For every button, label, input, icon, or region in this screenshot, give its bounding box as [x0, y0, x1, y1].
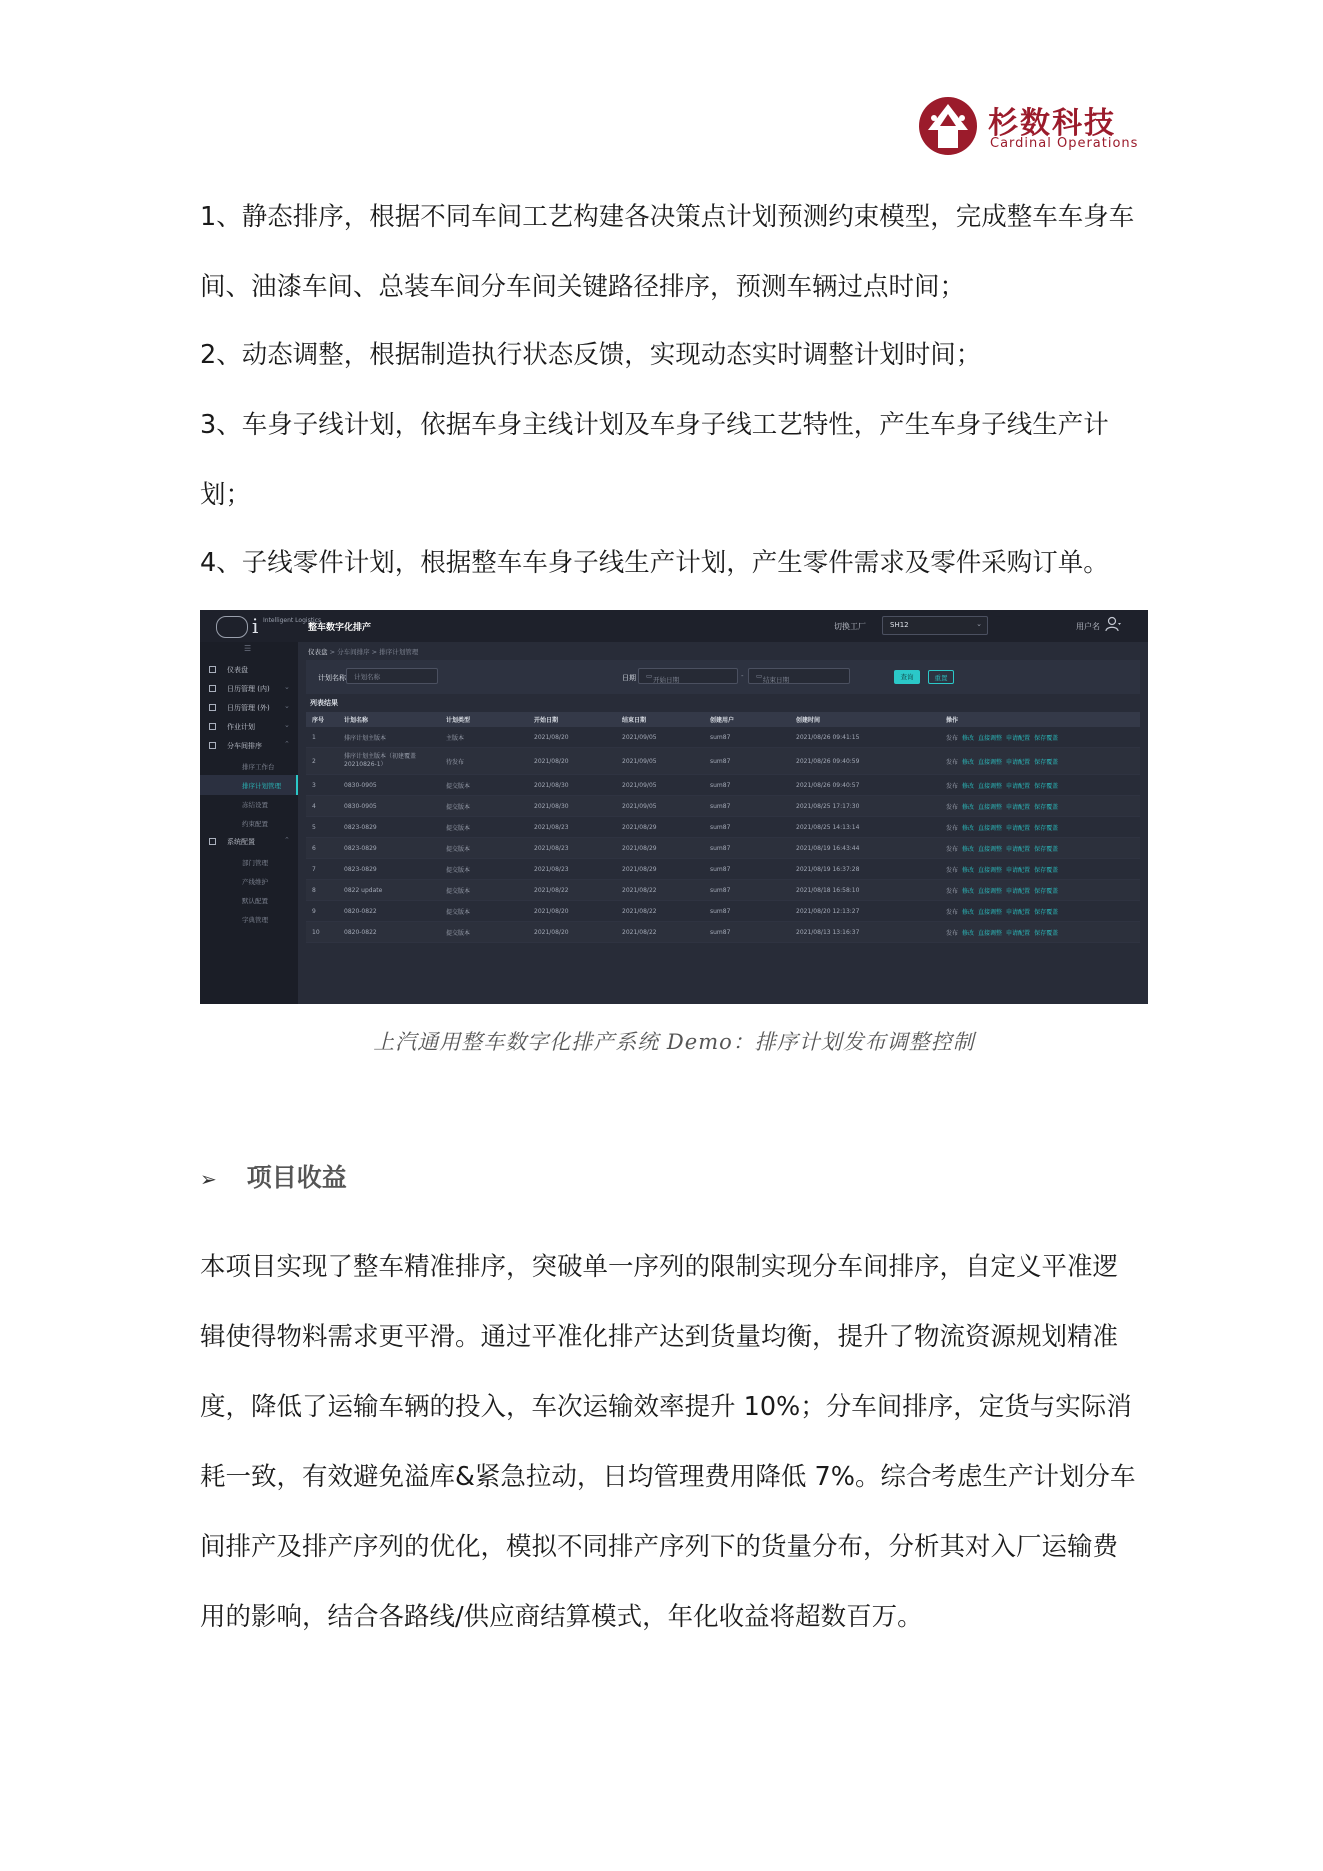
paragraph-1: 1、静态排序，根据不同车间工艺构建各决策点计划预测约束模型，完成整车车身车间、油漆车间、总装车间分车间关键路径排序，预测车辆过点时间；	[200, 202, 1135, 302]
table-cell: 提交版本	[440, 880, 528, 901]
row-action-link[interactable]: 修改	[962, 929, 975, 937]
plan-name-placeholder: 计划名称	[354, 673, 380, 681]
reset-button[interactable]: 重置	[928, 670, 954, 684]
row-action-link[interactable]: 保存覆盖	[1034, 908, 1059, 916]
table-row	[306, 901, 1140, 922]
table-header: 创建时间	[790, 712, 940, 727]
sidebar-item-label: 仪表盘	[227, 666, 248, 674]
table-cell: 2021/08/18 16:58:10	[790, 880, 940, 901]
table-cell-actions	[940, 748, 1140, 775]
table-cell: 0820-0822	[338, 901, 440, 922]
sidebar-subitem-sort-plan[interactable]	[200, 775, 298, 795]
row-action-link[interactable]: 保存覆盖	[1034, 845, 1059, 853]
table-cell: 2021/08/19 16:43:44	[790, 838, 940, 859]
table-cell: sum87	[704, 922, 790, 943]
breadcrumb	[308, 647, 418, 656]
table-cell: sum87	[704, 727, 790, 748]
breadcrumb-separator: >	[329, 648, 338, 656]
row-action-link[interactable]: 直接调整	[978, 845, 1003, 853]
sidebar-subitem-label: 冻结设置	[242, 801, 268, 809]
table-row	[306, 838, 1140, 859]
row-action-link[interactable]: 直接调整	[978, 782, 1003, 790]
table-header: 结束日期	[616, 712, 704, 727]
logo-name-cn: 杉数科技	[988, 106, 1116, 141]
arrow-bullet-icon: ➢	[200, 1167, 217, 1191]
table-cell: 2021/08/29	[616, 817, 704, 838]
sidebar-subitem-label: 默认配置	[242, 897, 268, 905]
sidebar-subitem-label: 约束配置	[242, 820, 268, 828]
sidebar-item-calendar-internal[interactable]	[200, 679, 298, 699]
factory-value: SH12	[890, 621, 909, 629]
table-cell: 提交版本	[440, 922, 528, 943]
row-action-link[interactable]: 发布	[946, 845, 959, 853]
date-range-dash: -	[741, 672, 744, 680]
logo-name-en: Cardinal Operations	[990, 136, 1139, 151]
table-row	[306, 880, 1140, 901]
sidebar-subitem-label: 排序计划管理	[242, 782, 281, 790]
table-row	[306, 922, 1140, 943]
table-cell: 0830-0905	[338, 796, 440, 817]
table-cell: 排序计划主版本（初建覆盖 20210826-1）	[338, 748, 440, 775]
logo-mark-icon	[918, 96, 978, 156]
breadcrumb-item[interactable]: 仪表盘	[308, 648, 328, 656]
row-action-link[interactable]: 申请配置	[1006, 824, 1031, 832]
row-action-link[interactable]: 保存覆盖	[1034, 803, 1059, 811]
row-action-link[interactable]: 发布	[946, 782, 959, 790]
table-cell: 2021/08/23	[528, 859, 616, 880]
table-row	[306, 748, 1140, 775]
row-action-link[interactable]: 申请配置	[1006, 803, 1031, 811]
sidebar-item-label: 日历管理 (内)	[227, 685, 270, 693]
row-action-link[interactable]: 直接调整	[978, 734, 1003, 742]
table-cell-actions	[940, 817, 1140, 838]
table-cell: 10	[306, 922, 338, 943]
table-cell: sum87	[704, 859, 790, 880]
table-cell: 2021/09/05	[616, 775, 704, 796]
table-cell: sum87	[704, 775, 790, 796]
table-cell: 7	[306, 859, 338, 880]
benefit-paragraph: 本项目实现了整车精准排序，突破单一序列的限制实现分车间排序，自定义平准逻辑使得物料需求更平滑。通过平准化排产达到货量均衡，提升了物流资源规划精准度，降低了运输车辆的投入，车次运输效率提升 10%；分车间排序，定货与实际消耗一致，有效避免溢库&紧急拉动，日均管理费用降低 7%。综合考虑生产计划分车间排产及排产序列的优化，模拟不同排产序列下的货量分布，分析其对入厂运输费用的影响，结合各路线/供应商结算模式，年化收益将超数百万。	[200, 1252, 1136, 1632]
sidebar-subitem-department[interactable]	[200, 852, 298, 872]
row-action-link[interactable]: 直接调整	[978, 929, 1003, 937]
sidebar-subitem-dictionary[interactable]	[200, 909, 298, 929]
table-cell: 提交版本	[440, 796, 528, 817]
breadcrumb-separator: >	[371, 648, 380, 656]
table-cell: 2021/08/26 09:41:15	[790, 727, 940, 748]
table-cell: 3	[306, 775, 338, 796]
row-action-link[interactable]: 保存覆盖	[1034, 929, 1059, 937]
sort-icon	[209, 742, 216, 749]
chevron-up-icon: ⌃	[284, 740, 290, 748]
table-cell-actions	[940, 859, 1140, 880]
table-cell-actions	[940, 922, 1140, 943]
row-action-link[interactable]: 修改	[962, 887, 975, 895]
section-heading	[200, 1158, 347, 1194]
row-action-link[interactable]: 申请配置	[1006, 929, 1031, 937]
row-action-link[interactable]: 保存覆盖	[1034, 758, 1059, 766]
row-action-link[interactable]: 发布	[946, 824, 959, 832]
table-header: 操作	[940, 712, 1140, 727]
app-sidebar	[200, 642, 298, 1004]
row-action-link[interactable]: 直接调整	[978, 887, 1003, 895]
breadcrumb-item[interactable]: 分车间排序	[337, 648, 370, 656]
table-header: 序号	[306, 712, 338, 727]
table-cell: 5	[306, 817, 338, 838]
table-cell: 2021/08/23	[528, 817, 616, 838]
end-date-text: 结束日期	[763, 676, 789, 684]
row-action-link[interactable]: 修改	[962, 782, 975, 790]
table-header: 创建用户	[704, 712, 790, 727]
table-cell-actions	[940, 727, 1140, 748]
table-cell-actions	[940, 901, 1140, 922]
table-header: 计划类型	[440, 712, 528, 727]
chevron-up-icon: ⌃	[284, 836, 290, 844]
sidebar-subitem-label: 部门管理	[242, 859, 268, 867]
row-action-link[interactable]: 修改	[962, 845, 975, 853]
settings-icon	[209, 838, 216, 845]
calendar-icon	[209, 704, 216, 711]
paragraph-2: 2、动态调整，根据制造执行状态反馈，实现动态实时调整计划时间；	[200, 340, 982, 370]
table-cell-actions	[940, 880, 1140, 901]
app-content	[298, 642, 1148, 1004]
table-cell: 2021/09/05	[616, 727, 704, 748]
table-body	[306, 727, 1140, 943]
row-action-link[interactable]: 直接调整	[978, 803, 1003, 811]
sidebar-item-workshop-sort[interactable]	[200, 736, 298, 756]
brand-i-icon: i	[252, 614, 259, 638]
table-cell: 2021/08/30	[528, 775, 616, 796]
table-cell: 2021/09/05	[616, 748, 704, 775]
table-cell-actions	[940, 796, 1140, 817]
plan-name-label: 计划名称	[318, 674, 346, 682]
row-action-link[interactable]: 修改	[962, 758, 975, 766]
sidebar-item-label: 系统配置	[227, 838, 255, 846]
app-screenshot	[200, 610, 1148, 1004]
row-action-link[interactable]: 发布	[946, 908, 959, 916]
sidebar-subitem-line[interactable]	[200, 871, 298, 891]
table-cell: 2021/08/19 16:37:28	[790, 859, 940, 880]
row-action-link[interactable]: 申请配置	[1006, 908, 1031, 916]
table-cell: 2021/08/22	[616, 922, 704, 943]
table-cell: sum87	[704, 796, 790, 817]
end-date-placeholder: ▭ 结束日期	[756, 672, 789, 684]
table-cell: sum87	[704, 817, 790, 838]
menu-collapse-icon[interactable]: ☰	[244, 644, 252, 653]
row-action-link[interactable]: 发布	[946, 929, 959, 937]
table-cell: 提交版本	[440, 817, 528, 838]
table-cell: 提交版本	[440, 775, 528, 796]
table-cell: 2021/08/25 17:17:30	[790, 796, 940, 817]
table-cell: 2021/08/20	[528, 922, 616, 943]
sidebar-subitem-label: 排序工作台	[242, 763, 275, 771]
table-cell: 待发布	[440, 748, 528, 775]
table-cell: sum87	[704, 880, 790, 901]
user-name[interactable]: 用户名	[1076, 622, 1100, 631]
row-action-link[interactable]: 申请配置	[1006, 782, 1031, 790]
table-cell: 0823-0829	[338, 859, 440, 880]
table-cell: 2021/08/20	[528, 748, 616, 775]
table-cell: sum87	[704, 748, 790, 775]
start-date-text: 开始日期	[653, 676, 679, 684]
table-cell: 0820-0822	[338, 922, 440, 943]
chevron-down-icon: ⌄	[284, 702, 290, 710]
table-cell: 2021/08/26 09:40:59	[790, 748, 940, 775]
table-header-row	[306, 712, 1140, 727]
row-action-link[interactable]: 修改	[962, 866, 975, 874]
table-cell: 2021/08/22	[528, 880, 616, 901]
sidebar-item-label: 日历管理 (外)	[227, 704, 270, 712]
sidebar-item-dashboard[interactable]	[200, 660, 298, 680]
row-action-link[interactable]: 发布	[946, 758, 959, 766]
table-cell: 2021/08/29	[616, 838, 704, 859]
table-cell: 9	[306, 901, 338, 922]
row-action-link[interactable]: 修改	[962, 803, 975, 811]
sidebar-subitem-freeze[interactable]	[200, 794, 298, 814]
row-action-link[interactable]: 修改	[962, 734, 975, 742]
chevron-down-icon: ⌄	[976, 620, 982, 628]
row-action-link[interactable]: 保存覆盖	[1034, 887, 1059, 895]
table-cell: 2021/08/20	[528, 727, 616, 748]
table-cell: 0823-0829	[338, 817, 440, 838]
end-date-input[interactable]	[748, 668, 850, 684]
row-action-link[interactable]: 申请配置	[1006, 734, 1031, 742]
table-cell-actions	[940, 838, 1140, 859]
table-cell: 2021/08/25 14:13:14	[790, 817, 940, 838]
brand-subtitle: Intelligent Logistics	[263, 617, 322, 624]
row-action-link[interactable]: 保存覆盖	[1034, 782, 1059, 790]
table-cell: 提交版本	[440, 838, 528, 859]
table-cell: 2021/08/20	[528, 901, 616, 922]
table-cell: 0830-0905	[338, 775, 440, 796]
table-cell-actions	[940, 775, 1140, 796]
breadcrumb-item: 排序计划管理	[379, 648, 419, 656]
sidebar-subitem-label: 产线维护	[242, 878, 268, 886]
table-cell: 提交版本	[440, 859, 528, 880]
row-action-link[interactable]: 直接调整	[978, 908, 1003, 916]
row-action-link[interactable]: 直接调整	[978, 758, 1003, 766]
row-action-link[interactable]: 发布	[946, 803, 959, 811]
sidebar-subitem-label: 字典管理	[242, 916, 268, 924]
sidebar-item-calendar-external[interactable]	[200, 698, 298, 718]
date-label: 日期	[622, 674, 636, 682]
table-row	[306, 817, 1140, 838]
app-title: 整车数字化排产	[308, 623, 372, 633]
row-action-link[interactable]: 申请配置	[1006, 758, 1031, 766]
table-cell: 排序计划主版本	[338, 727, 440, 748]
company-logo	[918, 96, 1139, 158]
table-cell: 6	[306, 838, 338, 859]
row-action-link[interactable]: 申请配置	[1006, 845, 1031, 853]
row-action-link[interactable]: 保存覆盖	[1034, 734, 1059, 742]
table-row	[306, 796, 1140, 817]
plan-name-input[interactable]	[346, 668, 438, 684]
table-header: 计划名称	[338, 712, 440, 727]
table-row	[306, 775, 1140, 796]
calendar-icon	[209, 685, 216, 692]
chevron-down-icon: ⌄	[284, 721, 290, 729]
paragraph-3: 3、车身子线计划，依据车身主线计划及车身子线工艺特性，产生车身子线生产计划；	[200, 410, 1109, 510]
row-action-link[interactable]: 申请配置	[1006, 887, 1031, 895]
paragraph-4: 4、子线零件计划，根据整车车身子线生产计划，产生零件需求及零件采购订单。	[200, 548, 1109, 578]
row-action-link[interactable]: 发布	[946, 887, 959, 895]
table-cell: 8	[306, 880, 338, 901]
table-cell: 2021/08/30	[528, 796, 616, 817]
start-date-input[interactable]	[638, 668, 738, 684]
table-row	[306, 727, 1140, 748]
plan-table	[306, 712, 1140, 943]
table-cell: 2021/08/23	[528, 838, 616, 859]
table-cell: 2021/08/26 09:40:57	[790, 775, 940, 796]
chevron-down-icon: ⌄	[284, 683, 290, 691]
figure-caption: 上汽通用整车数字化排产系统 Demo：排序计划发布调整控制	[373, 1030, 975, 1054]
dashboard-icon	[209, 666, 216, 673]
table-cell: 2021/09/05	[616, 796, 704, 817]
row-action-link[interactable]: 保存覆盖	[1034, 824, 1059, 832]
factory-label: 切换工厂	[834, 622, 866, 631]
table-cell: 2021/08/20 12:13:27	[790, 901, 940, 922]
table-cell: 2021/08/29	[616, 859, 704, 880]
sidebar-item-label: 分车间排序	[227, 742, 262, 750]
brand-logo-icon	[216, 616, 248, 638]
row-action-link[interactable]: 申请配置	[1006, 866, 1031, 874]
start-date-placeholder: ▭ 开始日期	[646, 672, 679, 684]
row-action-link[interactable]: 发布	[946, 734, 959, 742]
sidebar-item-system-config[interactable]	[200, 832, 298, 852]
factory-select[interactable]	[882, 616, 988, 635]
section-title: 项目收益	[246, 1163, 347, 1192]
sidebar-subitem-sort-workbench[interactable]	[200, 756, 298, 776]
sidebar-item-work-plan[interactable]	[200, 717, 298, 737]
table-cell: 0822 update	[338, 880, 440, 901]
row-action-link[interactable]: 直接调整	[978, 824, 1003, 832]
row-action-link[interactable]: 发布	[946, 866, 959, 874]
row-action-link[interactable]: 直接调整	[978, 866, 1003, 874]
table-header: 开始日期	[528, 712, 616, 727]
app-topbar	[200, 610, 1148, 642]
table-cell: 提交版本	[440, 901, 528, 922]
table-cell: 4	[306, 796, 338, 817]
row-action-link[interactable]: 修改	[962, 824, 975, 832]
list-title: 列表结果	[310, 699, 338, 707]
sidebar-subitem-default-config[interactable]	[200, 890, 298, 910]
filter-bar	[306, 660, 1140, 694]
table-cell: 1	[306, 727, 338, 748]
table-cell: 2021/08/22	[616, 901, 704, 922]
table-cell: 2021/08/13 13:16:37	[790, 922, 940, 943]
table-cell: 2	[306, 748, 338, 775]
search-button[interactable]: 查询	[894, 670, 920, 684]
table-cell: 2021/08/22	[616, 880, 704, 901]
table-cell: sum87	[704, 838, 790, 859]
user-icon[interactable]	[1104, 615, 1122, 633]
table-cell: 主版本	[440, 727, 528, 748]
row-action-link[interactable]: 保存覆盖	[1034, 866, 1059, 874]
table-row	[306, 859, 1140, 880]
plan-icon	[209, 723, 216, 730]
row-action-link[interactable]: 修改	[962, 908, 975, 916]
sidebar-item-label: 作业计划	[227, 723, 255, 731]
table-cell: sum87	[704, 901, 790, 922]
table-cell: 0823-0829	[338, 838, 440, 859]
sidebar-subitem-constraint[interactable]	[200, 813, 298, 833]
